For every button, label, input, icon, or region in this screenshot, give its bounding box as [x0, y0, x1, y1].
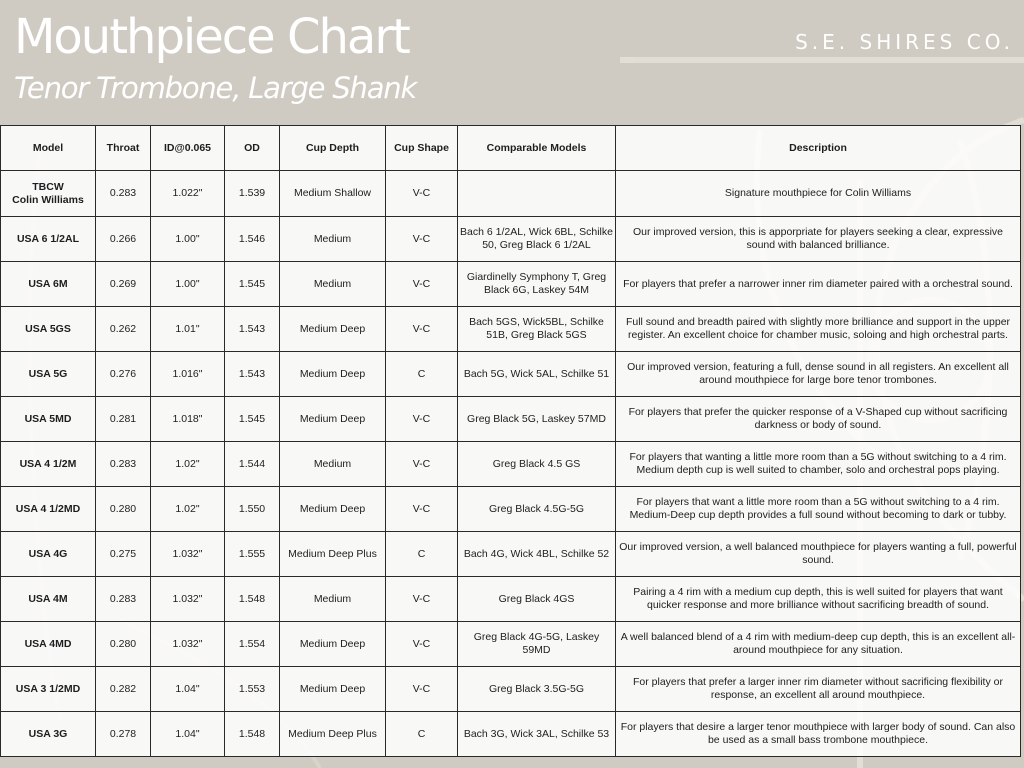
cell-model — [1, 487, 96, 532]
cell-cup-shape-text: C — [417, 367, 426, 380]
cell-model-text: USA 6 1/2AL — [16, 232, 80, 245]
cell-throat-text: 0.283 — [109, 457, 137, 470]
cell-id-text: 1.016" — [172, 367, 203, 380]
cell-comparable-models — [458, 622, 616, 667]
cell-id-text: 1.022" — [172, 187, 203, 199]
cell-id — [151, 487, 225, 532]
table-row — [1, 712, 1021, 757]
cell-od — [225, 667, 280, 712]
cell-comparable-models — [458, 397, 616, 442]
cell-cup-depth — [280, 577, 386, 622]
cell-comparable-models-text: Greg Black 4.5G-5G — [488, 502, 585, 515]
page-subtitle: Tenor Trombone, Large Shank — [14, 71, 417, 105]
cell-throat — [96, 171, 151, 217]
cell-id — [151, 307, 225, 352]
cell-comparable-models-text: Greg Black 3.5G-5G — [488, 682, 585, 695]
cell-throat — [96, 397, 151, 442]
cell-description-text: Our improved version, a well balanced mouthpiece for players wanting a full, powerful sound. — [619, 541, 1017, 566]
cell-model — [1, 622, 96, 667]
column-header-model: Model — [1, 126, 96, 171]
cell-description — [616, 577, 1021, 622]
cell-id-text: 1.02" — [175, 502, 200, 515]
cell-id — [151, 262, 225, 307]
cell-id — [151, 622, 225, 667]
cell-description — [616, 667, 1021, 712]
column-header-throat: Throat — [96, 126, 151, 171]
cell-description-text: For players that prefer a narrower inner rim diameter paired with a orchestral sound. — [623, 277, 1013, 290]
cell-throat-text: 0.269 — [109, 277, 137, 290]
cell-model — [1, 262, 96, 307]
cell-od-text: 1.554 — [238, 637, 266, 650]
cell-id — [151, 667, 225, 712]
cell-comparable-models — [458, 577, 616, 622]
table-body — [1, 171, 1021, 757]
table-row — [1, 352, 1021, 397]
cell-comparable-models — [458, 307, 616, 352]
cell-comparable-models — [458, 667, 616, 712]
column-header-od: OD — [225, 126, 280, 171]
table-row — [1, 667, 1021, 712]
cell-model-text: USA 6M — [28, 277, 68, 290]
cell-cup-shape-text: V-C — [412, 412, 431, 425]
cell-id-text: 1.018" — [172, 412, 203, 425]
cell-id — [151, 577, 225, 622]
cell-cup-depth — [280, 262, 386, 307]
cell-comparable-models — [458, 262, 616, 307]
cell-od-text: 1.553 — [238, 682, 266, 695]
cell-throat — [96, 577, 151, 622]
cell-cup-shape-text: V-C — [412, 592, 431, 605]
cell-od-text: 1.548 — [238, 727, 266, 740]
cell-comparable-models-text: Bach 5G, Wick 5AL, Schilke 51 — [463, 367, 610, 380]
cell-comparable-models — [458, 352, 616, 397]
cell-model — [1, 217, 96, 262]
table-header-row — [1, 126, 1021, 171]
cell-cup-shape — [386, 442, 458, 487]
cell-cup-shape-text: V-C — [412, 682, 431, 695]
cell-cup-shape-text: V-C — [412, 277, 431, 290]
cell-id — [151, 442, 225, 487]
brand-wordmark: S.E. SHIRES CO. — [795, 30, 1014, 54]
cell-comparable-models-text: Bach 6 1/2AL, Wick 6BL, Schilke 50, Greg Black 6 1/2AL — [460, 226, 613, 251]
cell-comparable-models-text: Bach 5GS, Wick5BL, Schilke 51B, Greg Black 5GS — [469, 316, 604, 341]
cell-throat — [96, 532, 151, 577]
cell-cup-shape — [386, 622, 458, 667]
cell-throat — [96, 487, 151, 532]
cell-model-text: USA 5MD — [24, 412, 72, 425]
cell-id-text: 1.032" — [172, 547, 203, 560]
cell-cup-shape-text: C — [417, 547, 426, 560]
cell-description — [616, 712, 1021, 757]
cell-throat — [96, 622, 151, 667]
cell-cup-depth — [280, 487, 386, 532]
cell-cup-depth — [280, 397, 386, 442]
table-row — [1, 532, 1021, 577]
mouthpiece-table — [0, 125, 1021, 757]
cell-description-text: For players that wanting a little more room than a 5G without switching to a 4 rim. Medium depth cup is well suited to chamber, solo and orchestral pops playing. — [629, 451, 1007, 476]
cell-model-text: USA 3G — [28, 727, 68, 740]
cell-model-text: TBCW Colin Williams — [12, 180, 84, 206]
cell-cup-depth-text: Medium — [313, 457, 352, 470]
cell-cup-depth-text: Medium Deep — [299, 682, 366, 695]
table-row — [1, 577, 1021, 622]
mouthpiece-table-container — [0, 125, 1020, 757]
cell-throat — [96, 667, 151, 712]
cell-cup-depth-text: Medium — [313, 592, 352, 605]
cell-model-text: USA 5G — [28, 367, 68, 380]
cell-cup-depth-text: Medium — [313, 232, 352, 245]
cell-id — [151, 532, 225, 577]
cell-od-text: 1.539 — [238, 187, 266, 199]
cell-cup-shape — [386, 171, 458, 217]
cell-comparable-models — [458, 487, 616, 532]
cell-description-text: Pairing a 4 rim with a medium cup depth, this is well suited for players that want quicker response and more brilliance without sacrificing breadth of sound. — [633, 586, 1003, 611]
cell-description — [616, 171, 1021, 217]
cell-id-text: 1.032" — [172, 637, 203, 650]
page-header — [0, 0, 1024, 126]
cell-description-text: For players that prefer the quicker response of a V-Shaped cup without sacrificing darkness or body of sound. — [628, 406, 1008, 431]
cell-throat — [96, 307, 151, 352]
cell-throat-text: 0.283 — [109, 187, 137, 199]
cell-comparable-models-text: Giardinelly Symphony T, Greg Black 6G, Laskey 54M — [466, 271, 607, 296]
cell-description — [616, 262, 1021, 307]
cell-throat-text: 0.278 — [109, 727, 137, 740]
cell-throat-text: 0.266 — [109, 232, 137, 245]
cell-od — [225, 442, 280, 487]
cell-comparable-models-text: Bach 4G, Wick 4BL, Schilke 52 — [463, 547, 610, 560]
cell-cup-shape-text: C — [417, 727, 426, 740]
cell-cup-shape — [386, 667, 458, 712]
cell-od-text: 1.545 — [238, 412, 266, 425]
cell-cup-depth — [280, 667, 386, 712]
cell-od — [225, 217, 280, 262]
cell-cup-shape — [386, 217, 458, 262]
cell-od — [225, 532, 280, 577]
cell-id — [151, 352, 225, 397]
cell-id-text: 1.02" — [175, 457, 200, 470]
cell-od — [225, 712, 280, 757]
cell-cup-depth — [280, 532, 386, 577]
cell-description — [616, 397, 1021, 442]
cell-throat-text: 0.280 — [109, 502, 137, 515]
cell-cup-shape — [386, 487, 458, 532]
cell-cup-shape — [386, 397, 458, 442]
cell-throat-text: 0.276 — [109, 367, 137, 380]
cell-cup-depth-text: Medium Shallow — [293, 187, 372, 199]
cell-throat-text: 0.280 — [109, 637, 137, 650]
cell-id-text: 1.04" — [175, 727, 200, 740]
cell-description — [616, 352, 1021, 397]
cell-id — [151, 397, 225, 442]
cell-cup-depth — [280, 217, 386, 262]
column-header-cup-shape: Cup Shape — [386, 126, 458, 171]
cell-comparable-models-text: Greg Black 4.5 GS — [492, 457, 581, 470]
cell-cup-depth-text: Medium — [313, 277, 352, 290]
cell-cup-shape — [386, 712, 458, 757]
cell-cup-depth-text: Medium Deep — [299, 412, 366, 425]
cell-id-text: 1.01" — [175, 322, 200, 335]
cell-od — [225, 397, 280, 442]
cell-throat — [96, 712, 151, 757]
cell-model-text: USA 3 1/2MD — [15, 682, 81, 695]
cell-od — [225, 307, 280, 352]
cell-od-text: 1.555 — [238, 547, 266, 560]
cell-cup-depth-text: Medium Deep — [299, 637, 366, 650]
cell-comparable-models — [458, 712, 616, 757]
cell-model-text: USA 4 1/2MD — [15, 502, 81, 515]
cell-model — [1, 352, 96, 397]
cell-description-text: For players that prefer a larger inner rim diameter without sacrificing flexibility or response, an excellent all around mouthpiece. — [633, 676, 1003, 701]
cell-id-text: 1.00" — [175, 277, 200, 290]
table-row — [1, 442, 1021, 487]
cell-throat-text: 0.262 — [109, 322, 137, 335]
cell-description-text: Our improved version, this is apporpriate for players seeking a clear, expressive sound with balanced brilliance. — [632, 226, 1003, 251]
cell-od — [225, 171, 280, 217]
cell-cup-shape — [386, 532, 458, 577]
cell-description-text: Signature mouthpiece for Colin Williams — [724, 187, 912, 199]
cell-od — [225, 622, 280, 667]
cell-cup-shape — [386, 307, 458, 352]
cell-od — [225, 577, 280, 622]
cell-description — [616, 532, 1021, 577]
column-header-cup-depth: Cup Depth — [280, 126, 386, 171]
cell-model — [1, 667, 96, 712]
cell-cup-shape — [386, 577, 458, 622]
cell-model — [1, 307, 96, 352]
cell-description-text: For players that desire a larger tenor mouthpiece with larger body of sound. Can also be used as a small bass trombone mouthpiece. — [620, 721, 1016, 746]
cell-model-text: USA 4G — [28, 547, 68, 560]
cell-description-text: For players that want a little more room than a 5G without switching to a 4 rim. Medium-Deep cup depth provides a full sound without becoming to dark or tubby. — [629, 496, 1007, 521]
cell-model-text: USA 4MD — [24, 637, 72, 650]
cell-od-text: 1.543 — [238, 367, 266, 380]
cell-cup-shape-text: V-C — [412, 502, 431, 515]
cell-model — [1, 397, 96, 442]
cell-cup-depth — [280, 352, 386, 397]
page-title: Mouthpiece Chart — [14, 9, 409, 65]
cell-cup-shape — [386, 262, 458, 307]
cell-model — [1, 442, 96, 487]
cell-description-text: Full sound and breadth paired with slightly more brilliance and support in the upper register. An excellent choice for chamber music, soloing and high orchestral parts. — [625, 316, 1011, 341]
cell-comparable-models-text: Greg Black 4G-5G, Laskey 59MD — [473, 631, 600, 656]
cell-comparable-models — [458, 171, 616, 217]
cell-throat — [96, 262, 151, 307]
cell-od-text: 1.548 — [238, 592, 266, 605]
cell-cup-depth — [280, 442, 386, 487]
cell-cup-shape-text: V-C — [412, 187, 431, 199]
cell-description — [616, 442, 1021, 487]
cell-cup-depth — [280, 171, 386, 217]
cell-id-text: 1.00" — [175, 232, 200, 245]
table-row — [1, 307, 1021, 352]
column-header-id: ID@0.065 — [151, 126, 225, 171]
cell-cup-shape-text: V-C — [412, 457, 431, 470]
cell-description — [616, 487, 1021, 532]
cell-id — [151, 712, 225, 757]
table-row — [1, 171, 1021, 217]
cell-model — [1, 577, 96, 622]
cell-id-text: 1.04" — [175, 682, 200, 695]
cell-throat — [96, 442, 151, 487]
cell-throat-text: 0.282 — [109, 682, 137, 695]
cell-throat-text: 0.283 — [109, 592, 137, 605]
cell-cup-depth-text: Medium Deep Plus — [288, 547, 377, 560]
cell-od — [225, 487, 280, 532]
cell-cup-shape-text: V-C — [412, 232, 431, 245]
cell-cup-shape-text: V-C — [412, 322, 431, 335]
cell-model-text: USA 4 1/2M — [19, 457, 77, 470]
cell-od-text: 1.543 — [238, 322, 266, 335]
cell-comparable-models-text: Greg Black 5G, Laskey 57MD — [467, 412, 606, 425]
cell-model-text: USA 4M — [28, 592, 68, 605]
cell-cup-depth-text: Medium Deep — [299, 367, 366, 380]
cell-model-text: USA 5GS — [25, 322, 71, 335]
cell-model — [1, 712, 96, 757]
cell-comparable-models-text: Bach 3G, Wick 3AL, Schilke 53 — [463, 727, 610, 740]
cell-od — [225, 352, 280, 397]
cell-throat — [96, 352, 151, 397]
cell-od-text: 1.550 — [238, 502, 266, 515]
column-header-description: Description — [616, 126, 1021, 171]
table-row — [1, 217, 1021, 262]
cell-cup-shape-text: V-C — [412, 637, 431, 650]
table-row — [1, 487, 1021, 532]
cell-throat-text: 0.281 — [109, 412, 137, 425]
cell-comparable-models — [458, 442, 616, 487]
table-row — [1, 622, 1021, 667]
cell-od-text: 1.544 — [238, 457, 266, 470]
cell-cup-shape — [386, 352, 458, 397]
cell-description — [616, 307, 1021, 352]
cell-cup-depth — [280, 307, 386, 352]
cell-cup-depth-text: Medium Deep — [299, 322, 366, 335]
cell-description-text: A well balanced blend of a 4 rim with medium-deep cup depth, this is an excellent all-around mouthpiece for any situation. — [620, 631, 1016, 656]
cell-id — [151, 217, 225, 262]
table-row — [1, 397, 1021, 442]
cell-cup-depth — [280, 622, 386, 667]
cell-comparable-models — [458, 532, 616, 577]
cell-description — [616, 622, 1021, 667]
cell-throat-text: 0.275 — [109, 547, 137, 560]
cell-od-text: 1.545 — [238, 277, 266, 290]
cell-description-text: Our improved version, featuring a full, dense sound in all registers. An excellent all around mouthpiece for large bore tenor trombones. — [627, 361, 1009, 386]
cell-id-text: 1.032" — [172, 592, 203, 605]
cell-cup-depth-text: Medium Deep — [299, 502, 366, 515]
cell-model — [1, 171, 96, 217]
column-header-comparable-models: Comparable Models — [458, 126, 616, 171]
cell-cup-depth — [280, 712, 386, 757]
cell-cup-depth-text: Medium Deep Plus — [288, 727, 377, 740]
cell-id — [151, 171, 225, 217]
cell-description — [616, 217, 1021, 262]
cell-comparable-models — [458, 217, 616, 262]
cell-comparable-models-text: Greg Black 4GS — [498, 592, 575, 605]
cell-model — [1, 532, 96, 577]
table-row — [1, 262, 1021, 307]
cell-od — [225, 262, 280, 307]
cell-throat — [96, 217, 151, 262]
cell-od-text: 1.546 — [238, 232, 266, 245]
